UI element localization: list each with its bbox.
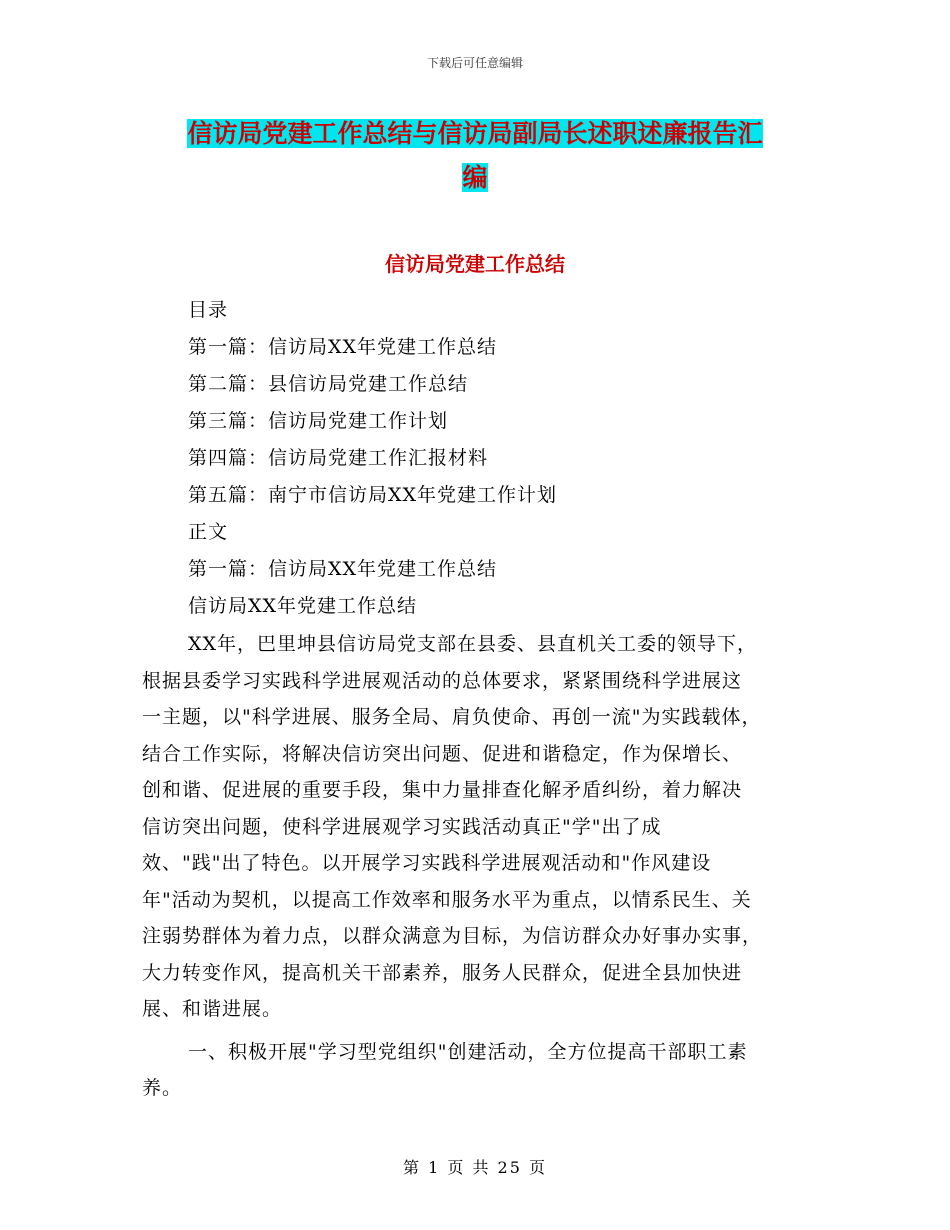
text-line: 效、"践"出了特色。以开展学习实践科学进展观活动和"作风建设: [142, 852, 712, 874]
chapter-heading: 第一篇：信访局XX年党建工作总结: [188, 558, 498, 580]
text-line: 结合工作实际，将解决信访突出问题、促进和谐稳定，作为保增长、: [142, 742, 743, 765]
body-paragraph: [142, 626, 806, 1028]
article-title: 信访局XX年党建工作总结: [188, 595, 418, 617]
document-title-line-2: 编: [462, 163, 488, 192]
body-heading: 正文: [188, 521, 229, 543]
section-title: 信访局党建工作总结: [385, 252, 565, 276]
text-line: 创和谐、促进展的重要手段，集中力量排查化解矛盾纠纷，着力解决: [142, 779, 743, 801]
text-line: 一主题，以"科学进展、服务全局、肩负使命、再创一流"为实践载体，: [142, 706, 762, 728]
text-line: 养。: [142, 1077, 183, 1099]
document-body: [142, 626, 806, 1107]
header-note: 下载后可任意编辑: [426, 56, 523, 70]
toc-item: 第三篇：信访局党建工作计划: [188, 410, 449, 432]
text-line: 信访突出问题，使科学进展观学习实践活动真正"学"出了成: [142, 815, 662, 838]
document-title: [140, 112, 810, 200]
text-line: 年"活动为契机，以提高工作效率和服务水平为重点，以情系民生、关: [142, 888, 752, 911]
text-line: 根据县委学习实践科学进展观活动的总体要求，紧紧围绕科学进展这: [142, 669, 743, 692]
table-of-contents: [188, 292, 828, 625]
toc-item: 第一篇：信访局XX年党建工作总结: [188, 336, 498, 358]
toc-item: 第四篇：信访局党建工作汇报材料: [188, 447, 489, 469]
toc-heading: 目录: [188, 299, 229, 321]
document-title-line-1: 信访局党建工作总结与信访局副局长述职述廉报告汇: [187, 119, 763, 148]
text-line: XX年，巴里坤县信访局党支部在县委、县直机关工委的领导下，: [188, 633, 758, 655]
text-line: 注弱势群体为着力点，以群众满意为目标，为信访群众办好事办实事，: [142, 925, 763, 947]
toc-item: 第二篇：县信访局党建工作总结: [188, 373, 469, 395]
text-line: 大力转变作风，提高机关干部素养，服务人民群众，促进全县加快进: [142, 961, 743, 984]
text-line: 展、和谐进展。: [142, 998, 283, 1020]
toc-item: 第五篇：南宁市信访局XX年党建工作计划: [188, 484, 558, 506]
body-paragraph: [142, 1034, 806, 1107]
page-number: 第 1 页 共 25 页: [403, 1158, 547, 1177]
text-line: 一、积极开展"学习型党组织"创建活动，全方位提高干部职工素: [188, 1040, 748, 1063]
